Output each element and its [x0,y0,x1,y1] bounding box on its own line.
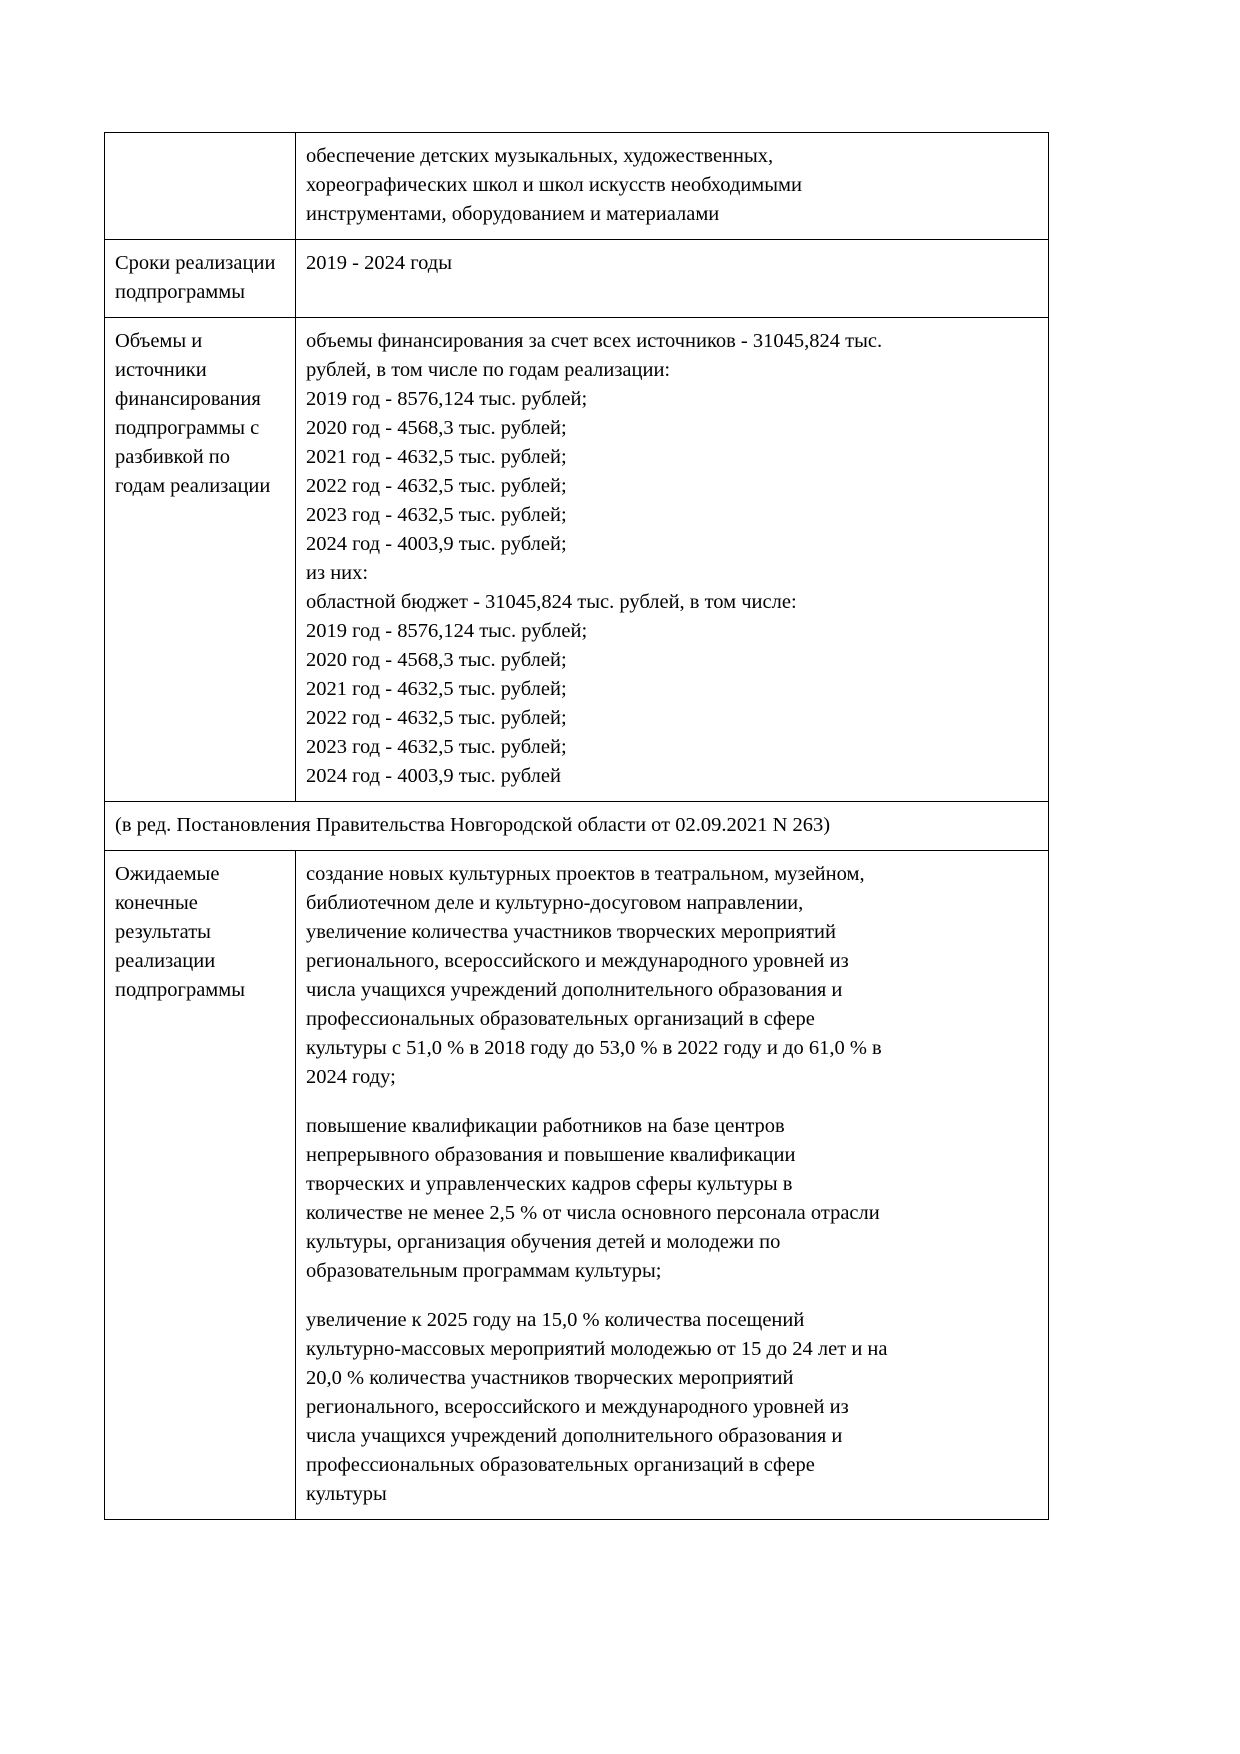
program-passport-table [104,132,1049,1520]
text-line: 2019 - 2024 годы [306,252,452,274]
text-line: количестве не менее 2,5 % от числа основного персонала отрасли [306,1202,880,1224]
row-body-expected-results [296,851,1049,1520]
table-row [105,133,1049,240]
text-line: областной бюджет - 31045,824 тыс. рублей, в том числе: [306,591,797,613]
text-line: 2022 год - 4632,5 тыс. рублей; [306,475,567,497]
label-line: подпрограммы с [115,417,260,439]
text-line: хореографических школ и школ искусств необходимыми [306,174,802,196]
result-paragraph-3 [306,1306,1038,1509]
table-row [105,318,1049,802]
result-paragraph-2 [306,1112,1038,1286]
text-line: профессиональных образовательных организаций в сфере [306,1008,815,1030]
text-line: непрерывного образования и повышение квалификации [306,1144,796,1166]
text-line: творческих и управленческих кадров сферы культуры в [306,1173,793,1195]
text-line: объемы финансирования за счет всех источников - 31045,824 тыс. [306,330,883,352]
text-line: культуры с 51,0 % в 2018 году до 53,0 % в 2022 году и до 61,0 % в [306,1037,882,1059]
row-label-funding-volumes [105,318,296,802]
text-line: обеспечение детских музыкальных, художественных, [306,145,774,167]
text-line: 2024 год - 4003,9 тыс. рублей; [306,533,567,555]
text-line: 2021 год - 4632,5 тыс. рублей; [306,446,567,468]
text-line: библиотечном деле и культурно-досуговом направлении, [306,892,804,914]
text-line: увеличение количества участников творческих мероприятий [306,921,836,943]
label-line: результаты [115,921,211,943]
text-line: регионального, всероссийского и международного уровней из [306,950,849,972]
row-label-measures-continued [105,133,296,240]
text-line: культурно-массовых мероприятий молодежью от 15 до 24 лет и на [306,1338,888,1360]
row-label-implementation-period [105,240,296,318]
text-line: повышение квалификации работников на базе центров [306,1115,785,1137]
text-line: 2023 год - 4632,5 тыс. рублей; [306,736,567,758]
text-line: 2020 год - 4568,3 тыс. рублей; [306,649,567,671]
label-line: подпрограммы [115,281,246,303]
label-line: конечные [115,892,198,914]
text-line: культуры [306,1483,387,1505]
text-line: 2020 год - 4568,3 тыс. рублей; [306,417,567,439]
text-line: профессиональных образовательных организаций в сфере [306,1454,815,1476]
table-row [105,802,1049,851]
result-paragraph-1 [306,860,1038,1092]
label-line: Объемы и [115,330,203,352]
text-line: 2024 году; [306,1066,396,1088]
row-body-measures-continued [296,133,1049,240]
label-line: источники [115,359,207,381]
text-line: 2019 год - 8576,124 тыс. рублей; [306,620,588,642]
text-line: 2024 год - 4003,9 тыс. рублей [306,765,561,787]
label-line: подпрограммы [115,979,246,1001]
text-line: культуры, организация обучения детей и молодежи по [306,1231,781,1253]
text-line: создание новых культурных проектов в театральном, музейном, [306,863,865,885]
label-line: финансирования [115,388,261,410]
text-line: рублей, в том числе по годам реализации: [306,359,671,381]
text-line: инструментами, оборудованием и материалами [306,203,720,225]
label-line: годам реализации [115,475,271,497]
text-line: 2019 год - 8576,124 тыс. рублей; [306,388,588,410]
row-body-funding-volumes [296,318,1049,802]
text-line: регионального, всероссийского и международного уровней из [306,1396,849,1418]
text-line: 2023 год - 4632,5 тыс. рублей; [306,504,567,526]
label-line: реализации [115,950,216,972]
row-body-implementation-period [296,240,1049,318]
label-line: разбивкой по [115,446,231,468]
text-line: 2022 год - 4632,5 тыс. рублей; [306,707,567,729]
table-row [105,240,1049,318]
text-line: увеличение к 2025 году на 15,0 % количества посещений [306,1309,805,1331]
text-line: 20,0 % количества участников творческих мероприятий [306,1367,794,1389]
text-line: числа учащихся учреждений дополнительного образования и [306,979,843,1001]
text-line: образовательным программам культуры; [306,1260,662,1282]
text-line: 2021 год - 4632,5 тыс. рублей; [306,678,567,700]
table-row [105,851,1049,1520]
text-line: числа учащихся учреждений дополнительного образования и [306,1425,843,1447]
row-label-expected-results [105,851,296,1520]
amendment-note: (в ред. Постановления Правительства Новгородской области от 02.09.2021 N 263) [105,802,1049,851]
text-line: из них: [306,562,369,584]
label-line: Ожидаемые [115,863,220,885]
label-line: Сроки реализации [115,252,276,274]
